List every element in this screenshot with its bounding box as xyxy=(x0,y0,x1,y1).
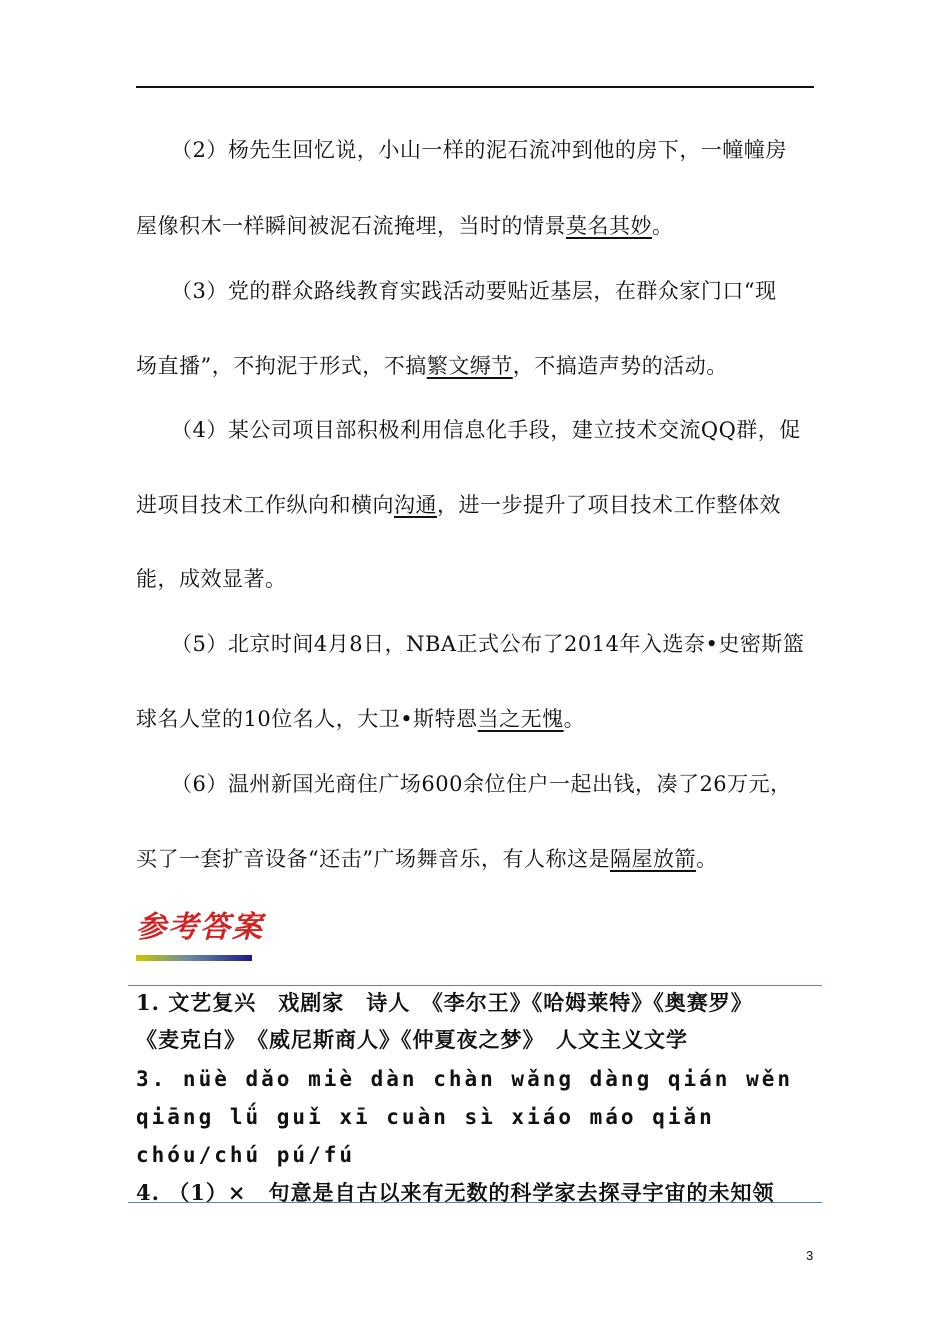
reference-answer-title: 参考答案 xyxy=(136,910,264,945)
underlined-idiom: 隔屋放箭 xyxy=(609,847,696,871)
answer-line: 4. （1）× 句意是自古以来有无数的科学家去探寻宇宙的未知领 xyxy=(136,1180,775,1205)
paragraph-line: （4）某公司项目部积极利用信息化手段，建立技术交流QQ群，促 xyxy=(171,418,801,442)
title-gradient-bar xyxy=(136,955,252,961)
underlined-idiom: 繁文缛节 xyxy=(426,354,513,378)
answer-line-pinyin: chóu/chú pú/fú xyxy=(136,1143,356,1167)
paragraph-line: 进项目技术工作纵向和横向沟通，进一步提升了项目技术工作整体效 xyxy=(136,493,781,517)
paragraph-line: （2）杨先生回忆说，小山一样的泥石流冲到他的房下，一幢幢房 xyxy=(171,138,787,162)
answer-box-bottom-border xyxy=(128,1202,822,1203)
answer-line-pinyin: 3. nüè dǎo miè dàn chàn wǎng dàng qián wěn xyxy=(136,1067,794,1091)
underlined-idiom: 沟通 xyxy=(394,493,437,517)
paragraph-line: 屋像积木一样瞬间被泥石流掩埋，当时的情景莫名其妙。 xyxy=(136,214,674,238)
paragraph-line: （3）党的群众路线教育实践活动要贴近基层，在群众家门口“现 xyxy=(171,279,777,303)
paragraph-line: 球名人堂的10位名人，大卫•斯特恩当之无愧。 xyxy=(136,707,586,731)
answer-line-pinyin: qiāng lǘ guǐ xī cuàn sì xiáo máo qiǎn xyxy=(136,1105,715,1129)
answer-box-top-border xyxy=(128,985,822,986)
underlined-idiom: 当之无愧 xyxy=(477,707,564,731)
header-rule xyxy=(136,86,814,88)
paragraph-line: 场直播”，不拘泥于形式，不搞繁文缛节，不搞造声势的活动。 xyxy=(136,354,728,378)
page-number: 3 xyxy=(806,1248,814,1263)
paragraph-line: 能，成效显著。 xyxy=(136,567,287,591)
answer-line: 1. 文艺复兴 戏剧家 诗人 《李尔王》《哈姆莱特》《奥赛罗》 xyxy=(136,990,753,1015)
paragraph-line: 买了一套扩音设备“还击”广场舞音乐，有人称这是隔屋放箭。 xyxy=(136,847,718,871)
underlined-idiom: 莫名其妙 xyxy=(566,214,652,238)
paragraph-line: （6）温州新国光商住广场600余位住户一起出钱，凑了26万元， xyxy=(171,772,792,796)
answer-line: 《麦克白》 《威尼斯商人》《仲夏夜之梦》 人文主义文学 xyxy=(136,1027,688,1052)
paragraph-line: （5）北京时间4月8日，NBA正式公布了2014年入选奈•史密斯篮 xyxy=(171,632,805,656)
